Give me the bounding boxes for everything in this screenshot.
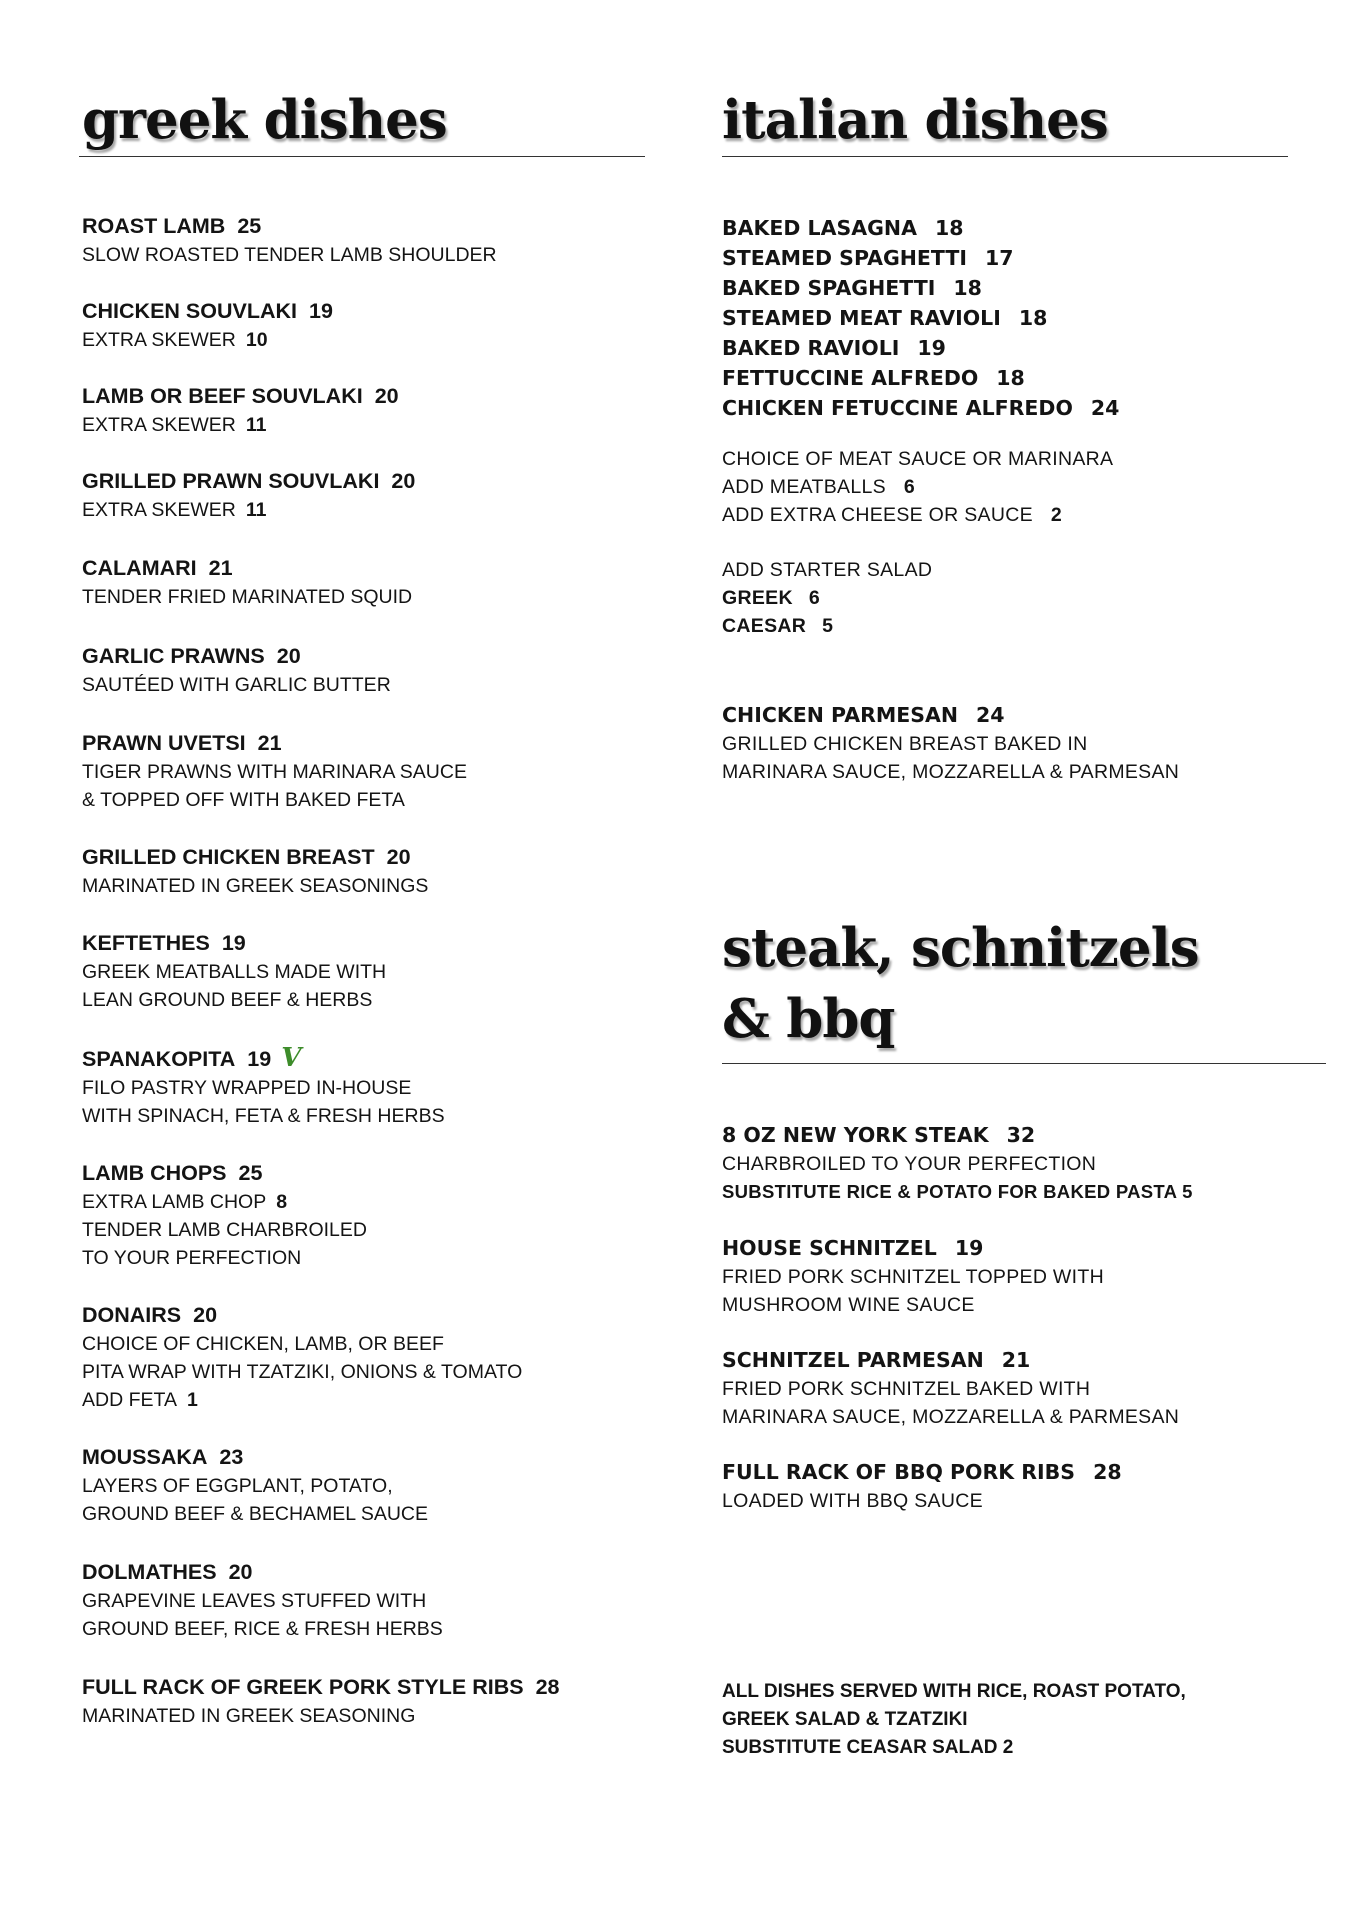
item-price: 19: [221, 931, 246, 955]
item-name: BAKED LASAGNA: [722, 216, 917, 240]
item-price: 24: [1090, 396, 1120, 420]
item-name: HOUSE SCHNITZEL: [722, 1236, 937, 1260]
item-price: 19: [309, 299, 333, 323]
item-name: FULL RACK OF GREEK PORK STYLE RIBS: [82, 1675, 524, 1699]
italian-heading: italian dishes: [722, 89, 1108, 151]
menu-item: [82, 1673, 648, 1730]
item-description: CHARBROILED TO YOUR PERFECTION: [722, 1153, 1097, 1175]
menu-item: [82, 1159, 648, 1272]
item-description: LEAN GROUND BEEF & HERBS: [82, 989, 373, 1011]
pasta-item: [722, 273, 1328, 303]
starter-caesar: [722, 612, 1328, 640]
extra-label: EXTRA SKEWER: [82, 414, 236, 436]
steak-item-list: [722, 1120, 1328, 1515]
extra-label: ADD FETA: [82, 1389, 177, 1411]
item-description: MARINATED IN GREEK SEASONINGS: [82, 875, 429, 897]
item-price: 20: [374, 384, 399, 408]
item-price: 20: [391, 469, 416, 493]
menu-item: [82, 642, 648, 699]
item-price: 18: [996, 366, 1025, 390]
option-price: 6: [903, 476, 916, 498]
extra-label: EXTRA SKEWER: [82, 329, 236, 351]
steak-heading-line2: & bbq: [722, 988, 895, 1050]
pasta-item: [722, 213, 1328, 243]
greek-item-list: [82, 212, 648, 1730]
item-price: 20: [276, 644, 301, 668]
item-price: 24: [976, 703, 1005, 727]
item-price: 20: [386, 845, 411, 869]
pasta-item: [722, 363, 1328, 393]
starter-greek: [722, 584, 1328, 612]
greek-heading: greek dishes: [82, 89, 447, 151]
item-price: 17: [985, 246, 1014, 270]
extra-label: EXTRA LAMB CHOP: [82, 1191, 267, 1213]
sauce-choice: CHOICE OF MEAT SAUCE OR MARINARA: [722, 448, 1114, 470]
menu-item: [82, 1044, 648, 1130]
item-name: DOLMATHES: [82, 1560, 217, 1584]
menu-item: [82, 554, 648, 611]
item-price: 25: [237, 214, 262, 238]
item-description: TIGER PRAWNS WITH MARINARA SAUCE: [82, 761, 467, 783]
add-meatballs: [722, 473, 1328, 501]
item-name: LAMB OR BEEF SOUVLAKI: [82, 384, 363, 408]
menu-item: [82, 382, 648, 439]
item-name: PRAWN UVETSI: [82, 731, 246, 755]
item-price: 20: [193, 1303, 218, 1327]
extra-price: 1: [186, 1389, 198, 1411]
item-name: BAKED RAVIOLI: [722, 336, 900, 360]
item-description: FILO PASTRY WRAPPED IN-HOUSE: [82, 1077, 412, 1099]
menu-item: [722, 1345, 1328, 1431]
item-name: FETTUCCINE ALFREDO: [722, 366, 979, 390]
item-price: 21: [1001, 1348, 1031, 1372]
steak-heading: steak, schnitzels: [722, 917, 1199, 979]
item-description: & TOPPED OFF WITH BAKED FETA: [82, 789, 405, 811]
item-name: DONAIRS: [82, 1303, 182, 1327]
pasta-list: [722, 213, 1328, 640]
item-description: SLOW ROASTED TENDER LAMB SHOULDER: [82, 244, 497, 266]
item-price: 20: [228, 1560, 253, 1584]
item-description: LAYERS OF EGGPLANT, POTATO,: [82, 1475, 393, 1497]
item-description: MARINATED IN GREEK SEASONING: [82, 1705, 416, 1727]
menu-item: [82, 212, 648, 269]
item-description: TENDER FRIED MARINATED SQUID: [82, 586, 413, 608]
item-name: LAMB CHOPS: [82, 1161, 227, 1185]
option-label: CAESAR: [722, 615, 807, 637]
item-description: MUSHROOM WINE SAUCE: [722, 1294, 975, 1316]
item-name: STEAMED SPAGHETTI: [722, 246, 967, 270]
option-label: ADD MEATBALLS: [722, 476, 886, 498]
menu-item: [82, 1301, 648, 1414]
item-description: TENDER LAMB CHARBROILED: [82, 1219, 367, 1241]
item-price: 28: [1093, 1460, 1122, 1484]
steak-divider: [722, 1063, 1326, 1064]
menu-item: [82, 843, 648, 900]
extra-label: EXTRA SKEWER: [82, 499, 236, 521]
item-name: GRILLED PRAWN SOUVLAKI: [82, 469, 380, 493]
menu-item: [722, 1233, 1328, 1319]
vegetarian-icon: V: [281, 1043, 302, 1073]
option-price: 2: [1050, 504, 1063, 526]
add-cheese: [722, 501, 1328, 529]
item-name: KEFTETHES: [82, 931, 210, 955]
item-description: GROUND BEEF, RICE & FRESH HERBS: [82, 1618, 443, 1640]
pasta-item: [722, 333, 1328, 363]
item-price: 21: [208, 556, 233, 580]
option-price: 5: [822, 615, 834, 637]
item-description: MARINARA SAUCE, MOZZARELLA & PARMESAN: [722, 761, 1180, 783]
italian-divider: [722, 156, 1288, 157]
menu-item: [722, 1457, 1328, 1515]
footer-line: ALL DISHES SERVED WITH RICE, ROAST POTATO,: [722, 1681, 1186, 1702]
footer-line: SUBSTITUTE CEASAR SALAD 2: [722, 1737, 1014, 1758]
substitute-note: SUBSTITUTE RICE & POTATO FOR BAKED PASTA 5: [722, 1181, 1193, 1202]
item-description: MARINARA SAUCE, MOZZARELLA & PARMESAN: [722, 1406, 1180, 1428]
extra-price: 11: [245, 499, 267, 521]
item-price: 19: [954, 1236, 984, 1260]
chicken-parmesan: [722, 700, 1328, 786]
item-name: GARLIC PRAWNS: [82, 644, 265, 668]
item-description: WITH SPINACH, FETA & FRESH HERBS: [82, 1105, 445, 1127]
item-name: CALAMARI: [82, 556, 197, 580]
menu-item: [82, 1558, 648, 1643]
item-price: 18: [934, 216, 964, 240]
item-price: 19: [917, 336, 946, 360]
item-name: MOUSSAKA: [82, 1445, 208, 1469]
item-name: GRILLED CHICKEN BREAST: [82, 845, 375, 869]
item-description: LOADED WITH BBQ SAUCE: [722, 1490, 983, 1512]
item-name: STEAMED MEAT RAVIOLI: [722, 306, 1001, 330]
menu-item: [82, 297, 648, 354]
item-name: ROAST LAMB: [82, 214, 226, 238]
item-price: 23: [219, 1445, 244, 1469]
item-description: SAUTÉED WITH GARLIC BUTTER: [82, 674, 391, 696]
extra-price: 8: [276, 1191, 288, 1213]
option-label: ADD EXTRA CHEESE OR SAUCE: [722, 504, 1033, 526]
item-name: 8 OZ NEW YORK STEAK: [722, 1123, 989, 1147]
item-name: CHICKEN PARMESAN: [722, 703, 959, 727]
menu-item: [82, 467, 648, 524]
item-name: CHICKEN FETUCCINE ALFREDO: [722, 396, 1073, 420]
item-description: FRIED PORK SCHNITZEL TOPPED WITH: [722, 1266, 1104, 1288]
menu-item: [82, 729, 648, 814]
item-price: 21: [257, 731, 282, 755]
item-price: 25: [238, 1161, 263, 1185]
item-description: GRILLED CHICKEN BREAST BAKED IN: [722, 733, 1088, 755]
item-price: 18: [1018, 306, 1048, 330]
item-description: PITA WRAP WITH TZATZIKI, ONIONS & TOMATO: [82, 1361, 523, 1383]
menu-item: [722, 1120, 1328, 1206]
item-name: SPANAKOPITA: [82, 1047, 236, 1071]
pasta-item: [722, 393, 1328, 423]
item-description: TO YOUR PERFECTION: [82, 1247, 302, 1269]
extra-price: 11: [245, 414, 267, 436]
pasta-item: [722, 243, 1328, 273]
greek-divider: [79, 156, 645, 157]
footer-line: GREEK SALAD & TZATZIKI: [722, 1709, 968, 1730]
item-price: 18: [953, 276, 982, 300]
menu-item: [82, 1443, 648, 1528]
item-description: GREEK MEATBALLS MADE WITH: [82, 961, 387, 983]
menu-item: [82, 929, 648, 1014]
item-description: CHOICE OF CHICKEN, LAMB, OR BEEF: [82, 1333, 444, 1355]
option-price: 6: [808, 587, 821, 609]
footer-note: [722, 1678, 1328, 1762]
item-name: SCHNITZEL PARMESAN: [722, 1348, 984, 1372]
option-label: GREEK: [722, 587, 793, 609]
extra-price: 10: [245, 329, 268, 351]
item-name: CHICKEN SOUVLAKI: [82, 299, 298, 323]
item-description: GROUND BEEF & BECHAMEL SAUCE: [82, 1503, 429, 1525]
item-price: 28: [535, 1675, 560, 1699]
item-price: 19: [247, 1047, 272, 1071]
item-name: FULL RACK OF BBQ PORK RIBS: [722, 1460, 1076, 1484]
starter-salad-label: ADD STARTER SALAD: [722, 559, 933, 581]
item-description: GRAPEVINE LEAVES STUFFED WITH: [82, 1590, 427, 1612]
pasta-item: [722, 303, 1328, 333]
item-price: 32: [1006, 1123, 1036, 1147]
item-name: BAKED SPAGHETTI: [722, 276, 936, 300]
item-description: FRIED PORK SCHNITZEL BAKED WITH: [722, 1378, 1091, 1400]
